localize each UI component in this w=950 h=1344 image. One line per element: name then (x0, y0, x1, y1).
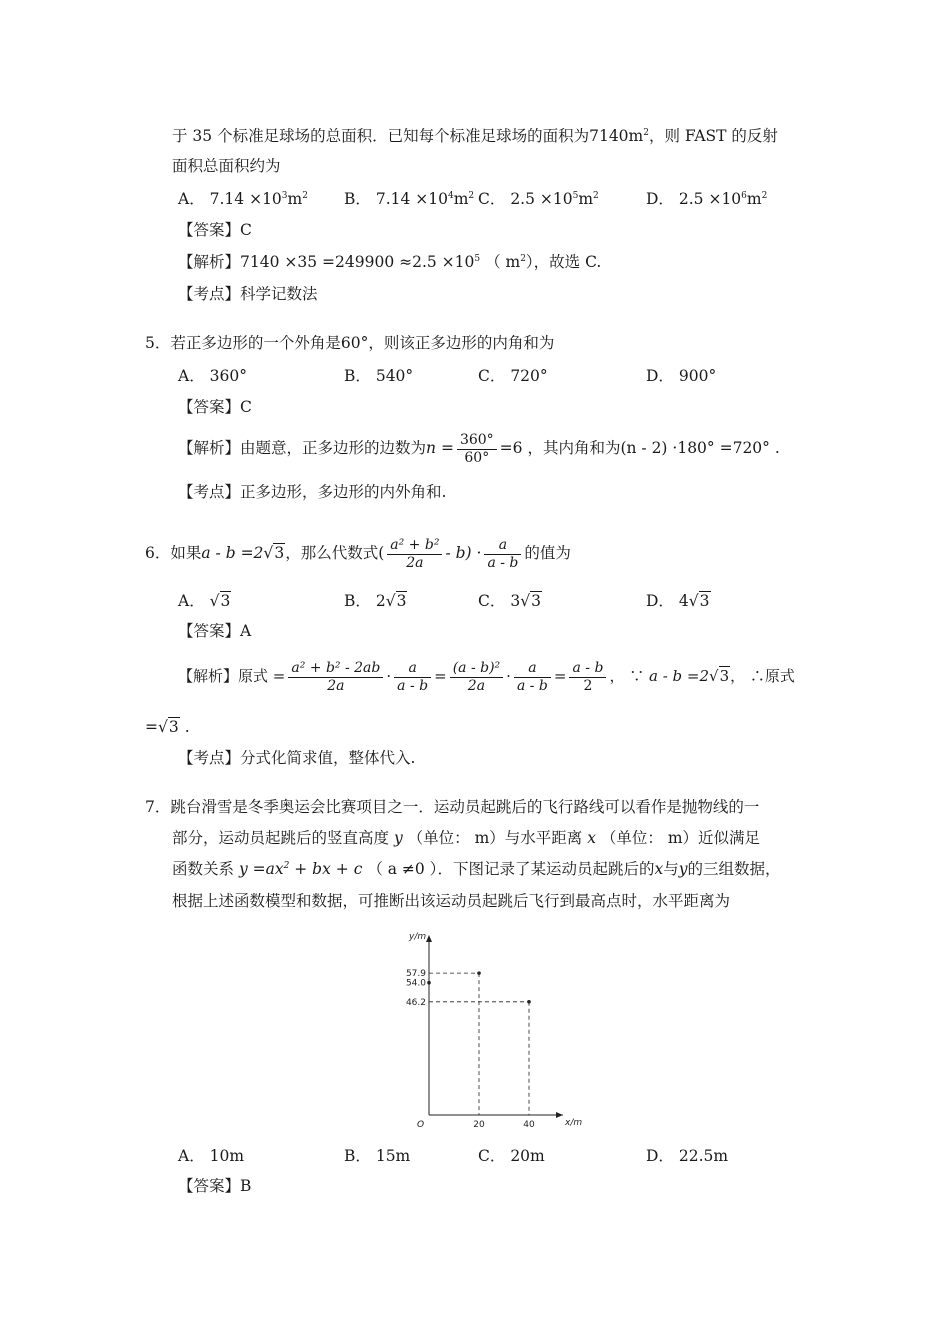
q5-fraction: $\frac{360^\circ}{60^\circ}$ (457, 432, 497, 467)
q4-option-c: C． $2.5 \times 10^5m^2$ (478, 190, 599, 208)
q5-point: 【考点】正多边形，多边形的内外角和. (178, 483, 447, 501)
q7-chart (395, 925, 585, 1135)
q6-analysis: 【解析】原式 = $\frac{\text{a² + b² - 2ab}}{2a}$ · $\frac{a}{a - b}$ = $\frac{\text{(a - b)²}}{2a}$ · $\frac{a}{a - b}$ = $\frac{a - b}{2}$ ， ∵ a - b =2√3， ∴原式 (178, 659, 795, 694)
q6-stem: 6．如果a - b =2√3，那么代数式( $\frac{\text{a² + b²}}{2a}$ - b) · $\frac{a}{a - b}$ 的值为 (145, 531, 571, 575)
q4-option-d: D． $2.5 \times 10^6m^2$ (646, 190, 768, 208)
q4-stem-line1: 于 35 个标准足球场的总面积．已知每个标准足球场的面积为$7140m^2$，则 FAST 的反射 (172, 127, 778, 145)
q7-answer: 【答案】B (178, 1177, 252, 1195)
q4-stem-line2: 面积总面积约为 (172, 157, 281, 175)
q5-option-d: D． 900° (646, 367, 717, 385)
q4-option-b: B． $7.14 \times 10^4m^2$ (344, 190, 475, 208)
q4-analysis: 【解析】$7140 \times 35 =249900 \approx 2.5 \times 10^5$ （ $m^2$），故选 C. (178, 253, 602, 271)
y-axis-label: y/m (409, 932, 427, 942)
x-axis-label: x/m (565, 1118, 583, 1128)
data-point-2 (527, 1000, 531, 1004)
q6-point: 【考点】分式化简求值，整体代入. (178, 749, 416, 767)
q6-option-d: D． 4√3 (646, 592, 710, 610)
q5-analysis: 【解析】由题意，正多边形的边数为n = $\frac{360^\circ}{60^\circ}$ =6 ，其内角和为(n - 2) ·180° =720° . (178, 431, 780, 466)
q7-option-b: B． 15m (344, 1147, 411, 1165)
q7-option-a: A． 10m (178, 1147, 245, 1165)
q6-option-a: A． √3 (178, 592, 231, 610)
q5-stem: 5．若正多边形的一个外角是60°，则该正多边形的内角和为 (145, 334, 555, 352)
y-axis-arrow (426, 935, 432, 942)
q6-analysis-line2: =√3 . (145, 718, 190, 736)
q5-option-a: A． 360° (178, 367, 247, 385)
y-tick-label-57.9: 57.9 (405, 969, 426, 980)
q7-stem-line1: 7．跳台滑雪是冬季奥运会比赛项目之一．运动员起跳后的飞行路线可以看作是抛物线的一 (145, 798, 760, 816)
q4-option-a: A． $7.14 \times 10^3m^2$ (178, 190, 308, 208)
q6-frac1: $\frac{\text{a² + b²}}{2a}$ (387, 537, 442, 572)
data-point-0 (427, 981, 431, 985)
q4-area-value: $7140m^2$ (589, 127, 649, 145)
x-tick-label-40: 40 (523, 1120, 535, 1130)
data-point-1 (477, 971, 481, 975)
q5-answer: 【答案】C (178, 398, 252, 416)
q7-option-d: D． 22.5m (646, 1147, 729, 1165)
q5-option-b: B． 540° (344, 367, 414, 385)
q4-point: 【考点】科学记数法 (178, 285, 318, 303)
q6-answer: 【答案】A (178, 622, 252, 640)
x-tick-label-20: 20 (473, 1120, 485, 1130)
q4-stem-text: 于 35 个标准足球场的总面积．已知每个标准足球场的面积为 (172, 127, 590, 145)
q5-option-c: C． 720° (478, 367, 548, 385)
q6-sqrt: √3 (263, 544, 285, 562)
q6-option-c: C． 3√3 (478, 592, 541, 610)
y-tick-label-54.0: 54.0 (405, 978, 426, 989)
q7-chart-svg (395, 925, 585, 1135)
q4-answer: 【答案】C (178, 221, 252, 239)
q6-option-b: B． 2√3 (344, 592, 407, 610)
origin-label: O (417, 1120, 425, 1130)
q7-stem-line3: 函数关系 $y =ax^2$ + bx + c （ a ≠0 ）．下图记录了某运动员起跳后的x与y的三组数据， (172, 860, 781, 878)
q6-frac2: $\frac{a}{a - b}$ (484, 537, 521, 572)
x-axis-arrow (556, 1112, 563, 1118)
y-tick-label-46.2: 46.2 (405, 997, 426, 1008)
q7-stem-line4: 根据上述函数模型和数据，可推断出该运动员起跳后飞行到最高点时，水平距离为 (172, 892, 731, 910)
q7-option-c: C． 20m (478, 1147, 545, 1165)
q7-stem-line2: 部分，运动员起跳后的竖直高度 y （单位： m）与水平距离 x （单位： m）近似满足 (172, 829, 761, 847)
